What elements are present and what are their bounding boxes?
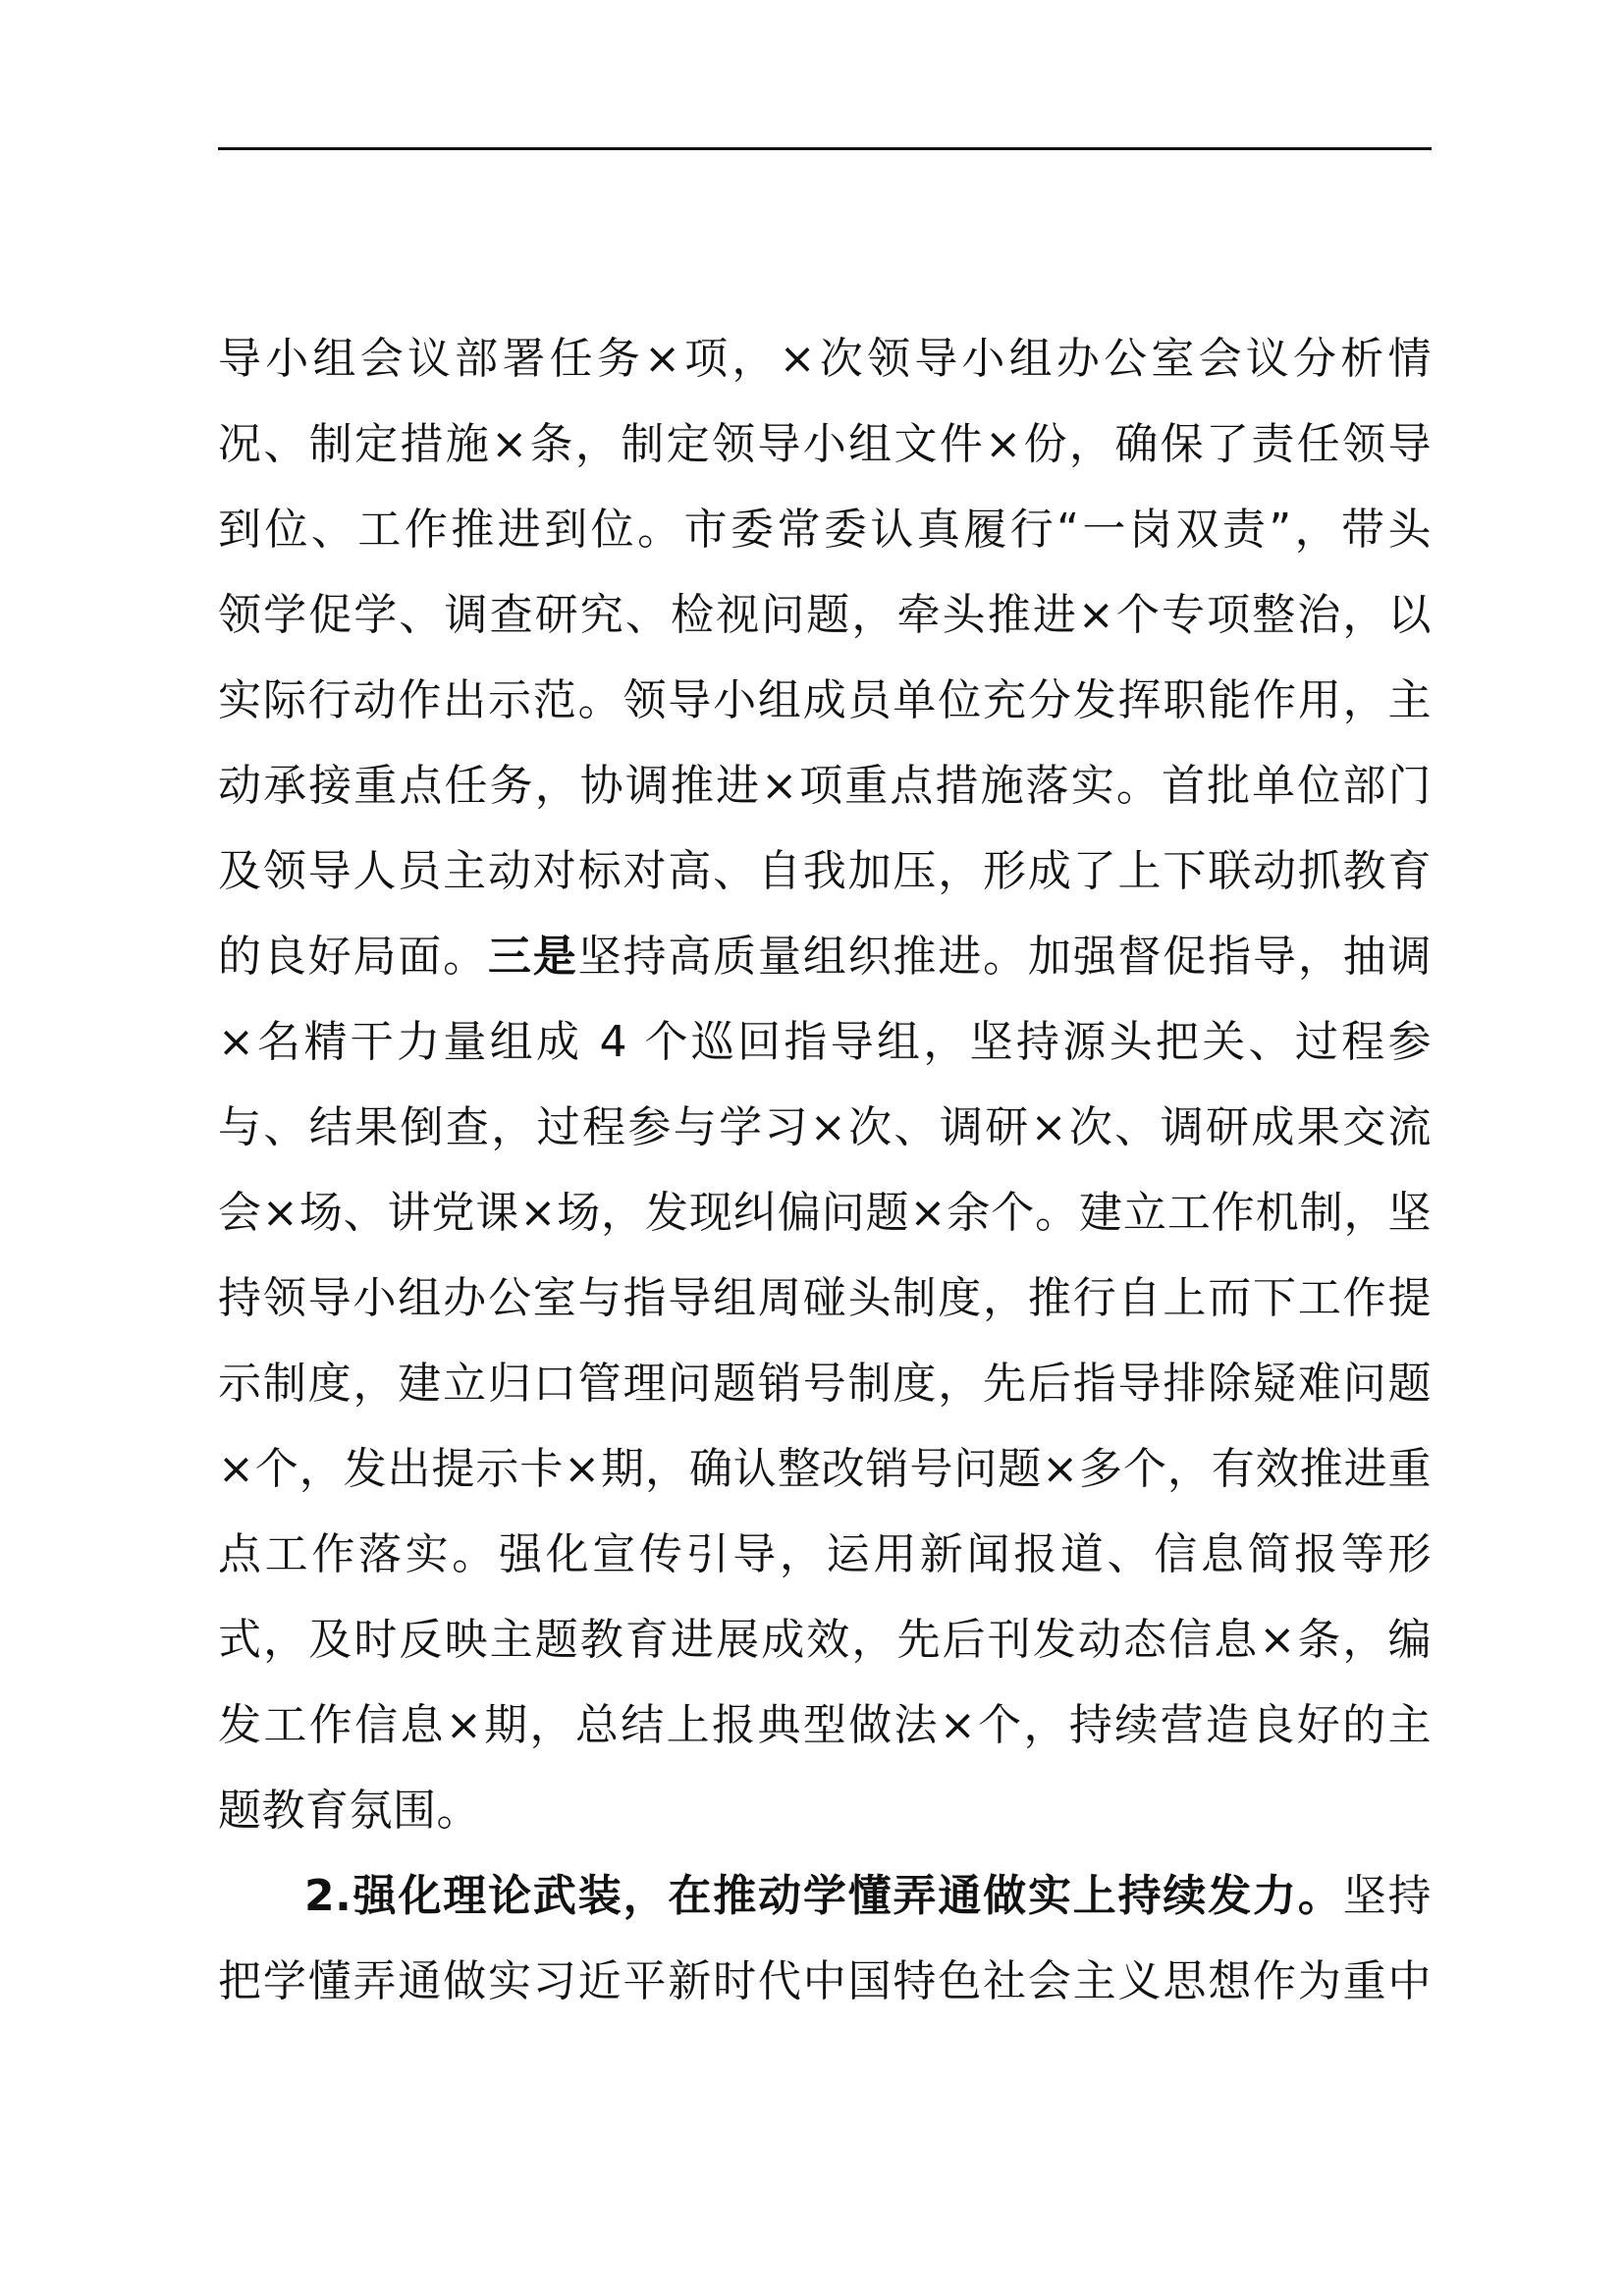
section-heading: 2.强化理论武装，在推动学懂弄通做实上持续发力。: [304, 1871, 1343, 1921]
paragraph-theory: [218, 1853, 1432, 2024]
text-line: 持领导小组办公室与指导组周碰头制度，推行自上而下工作提: [218, 1273, 1432, 1323]
text-line: 会×场、讲党课×场，发现纠偏问题×余个。建立工作机制，坚: [218, 1188, 1432, 1238]
text-run: 坚持: [1342, 1871, 1433, 1921]
text-run: 的良好局面。: [218, 932, 488, 982]
header-rule: [218, 147, 1432, 150]
text-line: 到位、工作推进到位。市委常委认真履行“一岗双责”，带头: [218, 505, 1432, 555]
text-line: 示制度，建立归口管理问题销号制度，先后指导排除疑难问题: [218, 1359, 1432, 1409]
text-line: 动承接重点任务，协调推进×项重点措施落实。首批单位部门: [218, 761, 1432, 811]
text-line: ×个，发出提示卡×期，确认整改销号问题×多个，有效推进重: [218, 1444, 1432, 1494]
text-line: 点工作落实。强化宣传引导，运用新闻报道、信息简报等形: [218, 1529, 1432, 1579]
text-line: 式，及时反映主题教育进展成效，先后刊发动态信息×条，编: [218, 1615, 1432, 1665]
document-body: [218, 316, 1432, 2024]
text-run: 坚持高质量组织推进。加强督促指导，抽调: [577, 932, 1433, 982]
text-line: ×名精干力量组成 4 个巡回指导组，坚持源头把关、过程参: [218, 1017, 1432, 1067]
text-line: 把学懂弄通做实习近平新时代中国特色社会主义思想作为重中: [218, 1956, 1432, 2006]
text-line: 领学促学、调查研究、检视问题，牵头推进×个专项整治，以: [218, 590, 1432, 640]
bold-marker-third: 三是: [487, 932, 578, 982]
text-line: 实际行动作出示范。领导小组成员单位充分发挥职能作用，主: [218, 675, 1432, 725]
paragraph-leadership: [218, 316, 1432, 1853]
text-line-last: 题教育氛围。: [218, 1786, 480, 1836]
text-line-mixed: [218, 914, 1432, 999]
text-line: 导小组会议部署任务×项，×次领导小组办公室会议分析情: [218, 334, 1432, 384]
section-heading-line: [218, 1853, 1432, 1939]
text-line: 发工作信息×期，总结上报典型做法×个，持续营造良好的主: [218, 1700, 1432, 1750]
text-line: 及领导人员主动对标对高、自我加压，形成了上下联动抓教育: [218, 846, 1432, 896]
text-line: 况、制定措施×条，制定领导小组文件×份，确保了责任领导: [218, 419, 1432, 469]
text-line: 与、结果倒查，过程参与学习×次、调研×次、调研成果交流: [218, 1102, 1432, 1152]
